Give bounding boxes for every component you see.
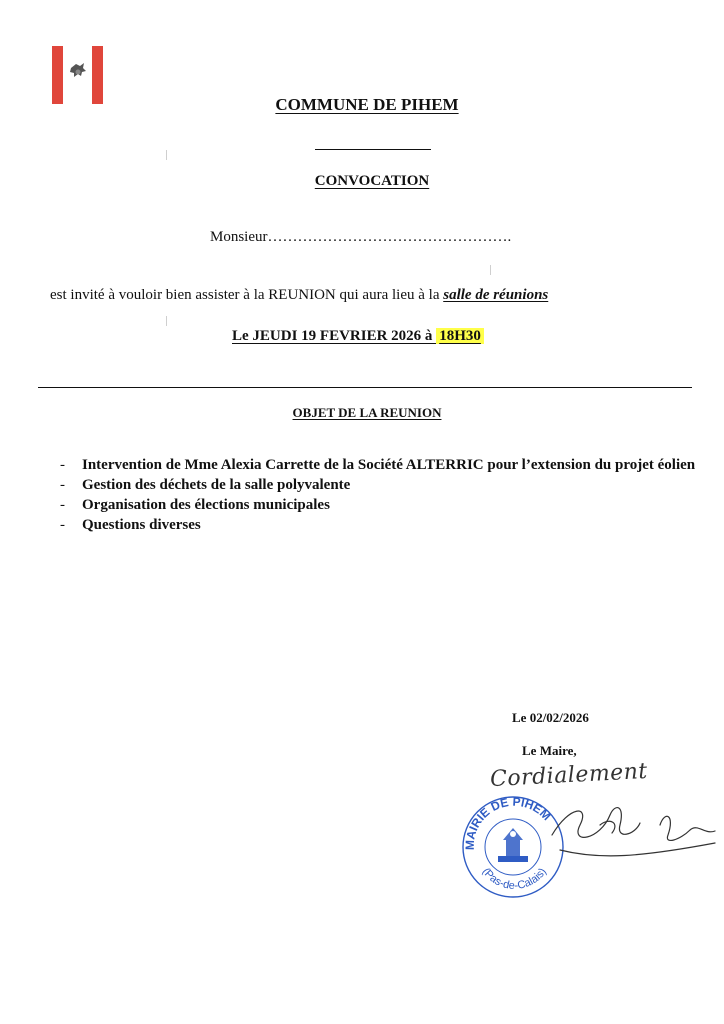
stamp-bottom-text: (Pas-de-Calais)	[479, 865, 549, 893]
agenda-list	[58, 455, 698, 535]
invitation-sentence	[50, 287, 548, 304]
document-title: CONVOCATION	[314, 173, 430, 189]
agenda-item: - Gestion des déchets de la salle polyvalente	[60, 477, 351, 493]
section-divider	[38, 387, 692, 388]
dash-bullet: -	[60, 457, 65, 473]
dash-bullet: -	[60, 517, 65, 533]
stamp-top-text: MAIRIE DE PIHEM	[462, 794, 554, 851]
commune-title: COMMUNE DE PIHEM	[275, 95, 459, 114]
meeting-datetime	[232, 328, 484, 345]
signature-date: Le 02/02/2026	[512, 710, 589, 725]
scan-mark	[166, 316, 167, 326]
agenda-item: - Organisation des élections municipales	[60, 497, 330, 513]
dash-bullet: -	[60, 477, 65, 493]
dash-bullet: -	[60, 497, 65, 513]
scan-mark	[166, 150, 167, 160]
agenda-heading: OBJET DE LA REUNION	[292, 405, 442, 420]
addressee-line: Monsieur………………………………………….	[210, 229, 512, 245]
agenda-item: - Intervention de Mme Alexia Carrette de la Société ALTERRIC pour l’extension du projet éolien	[60, 457, 696, 473]
signatory-title: Le Maire,	[522, 743, 577, 758]
title-divider	[315, 149, 431, 150]
agenda-item: - Questions diverses	[60, 517, 201, 533]
mayor-signature	[540, 795, 720, 875]
svg-text:(Pas-de-Calais)	[480, 866, 549, 892]
invitation-text: est invité à vouloir bien assister à la REUNION qui aura lieu à la	[50, 287, 444, 303]
meeting-place: salle de réunions	[443, 287, 549, 303]
meeting-date: Le JEUDI 19 FEVRIER 2026 à	[232, 328, 437, 344]
meeting-time: 18H30	[436, 328, 484, 344]
scan-mark	[490, 265, 491, 275]
handwritten-closing: Cordialement	[489, 758, 649, 793]
